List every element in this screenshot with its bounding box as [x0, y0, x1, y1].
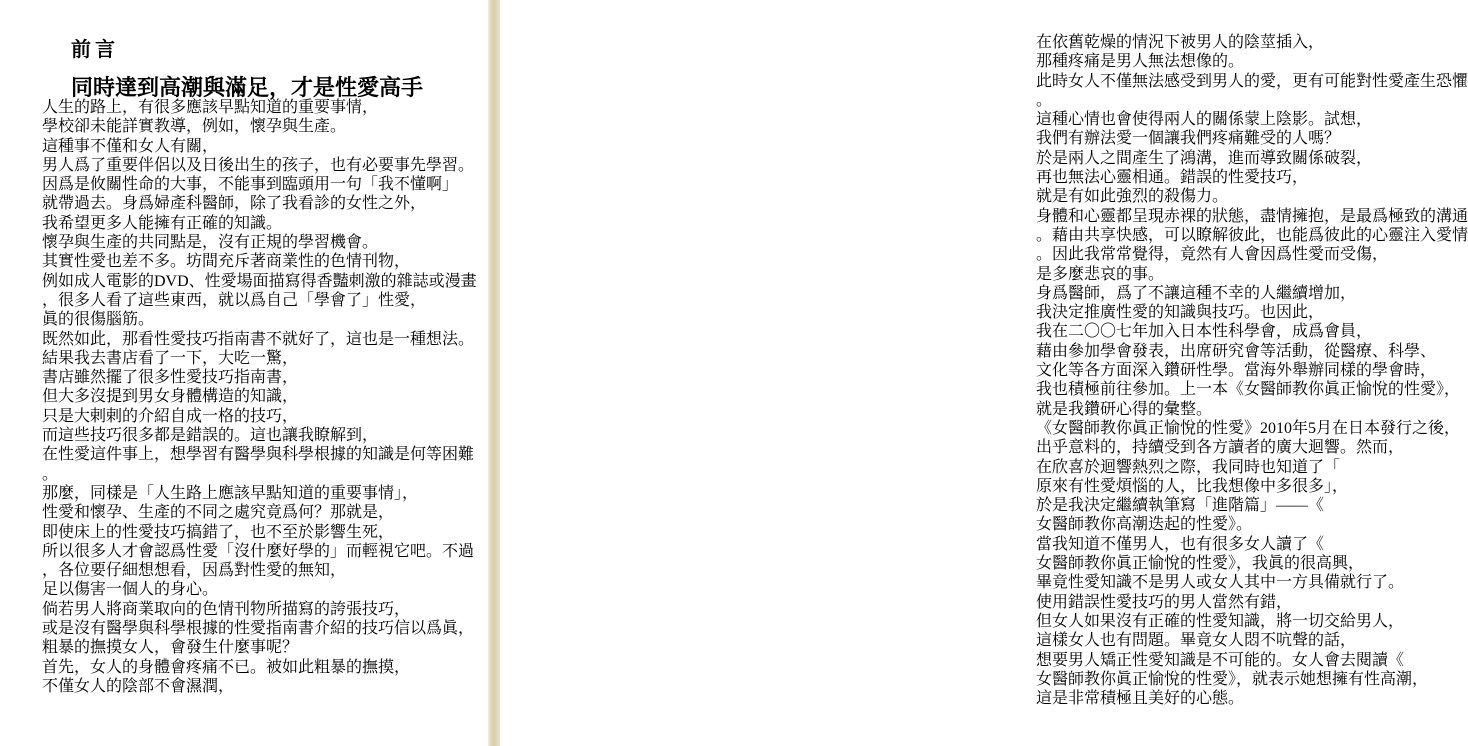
text-line: 只是大剌剌的介紹自成一格的技巧， — [42, 407, 299, 425]
text-line: 書店雖然擺了很多性愛技巧指南書， — [42, 369, 299, 387]
text-line: 當我知道不僅男人，也有很多女人讀了《 — [1036, 535, 1325, 553]
text-line: 在性愛這件事上，想學習有醫學與科學根據的知識是何等困難 — [42, 446, 475, 464]
text-line: 藉由參加學會發表，出席研究會等活動，從醫療、科學、 — [1036, 342, 1437, 360]
text-line: 我也積極前往參加。上一本《女醫師教你眞正愉悅的性愛》， — [1036, 381, 1461, 399]
text-line: 其實性愛也差不多。坊間充斥著商業性的色情刊物， — [42, 253, 411, 271]
text-line: 身體和心靈都呈現赤裸的狀態，盡情擁抱，是最爲極致的溝通 — [1036, 207, 1468, 225]
text-line: 倘若男人將商業取向的色情刊物所描寫的誇張技巧， — [42, 600, 411, 618]
text-line: 。藉由共享快感，可以瞭解彼此，也能爲彼此的心靈注入愛情 — [1036, 226, 1468, 244]
text-line: 我決定推廣性愛的知識與技巧。也因此， — [1036, 304, 1325, 322]
text-line: 就是有如此強烈的殺傷力。 — [1036, 188, 1229, 206]
text-line: 男人爲了重要伴侶以及日後出生的孩子，也有必要事先學習。 — [42, 156, 475, 174]
text-line: 所以很多人才會認爲性愛「沒什麼好學的」而輕視它吧。不過 — [42, 542, 475, 560]
text-line: 《女醫師教你眞正愉悅的性愛》2010年5月在日本發行之後， — [1036, 419, 1461, 437]
text-line: 。因此我常常覺得，竟然有人會因爲性愛而受傷， — [1036, 246, 1389, 264]
text-line: 於是我決定繼續執筆寫「進階篇」——《 — [1036, 497, 1325, 515]
text-line: 學校卻未能詳實教導，例如，懷孕與生產。 — [42, 118, 347, 136]
text-line: 身爲醫師，爲了不讓這種不幸的人繼續增加， — [1036, 284, 1357, 302]
text-line: 那種疼痛是男人無法想像的。 — [1036, 53, 1245, 71]
text-line: 這種事不僅和女人有關， — [42, 137, 219, 155]
text-line: 或是沒有醫學與科學根據的性愛指南書介紹的技巧信以爲眞， — [42, 620, 475, 638]
text-line: 就是我鑽研心得的彙整。 — [1036, 400, 1213, 418]
page-gutter — [488, 0, 500, 746]
text-line: 想要男人矯正性愛知識是不可能的。女人會去閱讀《 — [1036, 651, 1405, 669]
text-line: 懷孕與生產的共同點是，沒有正規的學習機會。 — [42, 234, 379, 252]
text-line: 是多麼悲哀的事。 — [1036, 265, 1165, 283]
text-line: 在欣喜於迴響熱烈之際，我同時也知道了「 — [1036, 458, 1341, 476]
text-line: 。 — [42, 465, 59, 483]
text-line: 例如成人電影的DVD、性愛場面描寫得香豔刺激的雜誌或漫畫 — [42, 272, 477, 290]
text-line: 使用錯誤性愛技巧的男人當然有錯， — [1036, 593, 1293, 611]
text-line: 原來有性愛煩惱的人，比我想像中多很多」， — [1036, 477, 1349, 495]
text-line: 於是兩人之間產生了鴻溝，進而導致關係破裂， — [1036, 149, 1373, 167]
text-line: 但女人如果沒有正確的性愛知識，將一切交給男人， — [1036, 612, 1405, 630]
text-line: 首先，女人的身體會疼痛不已。被如此粗暴的撫摸， — [42, 658, 411, 676]
text-line: 粗暴的撫摸女人，會發生什麼事呢？ — [42, 639, 299, 657]
text-line: 此時女人不僅無法感受到男人的愛，更有可能對性愛產生恐懼 — [1036, 72, 1468, 90]
text-line: 即使床上的性愛技巧搞錯了，也不至於影響生死， — [42, 523, 395, 541]
text-line: 女醫師教你高潮迭起的性愛》。 — [1036, 516, 1253, 534]
text-line: 因爲是攸關性命的大事，不能事到臨頭用一句「我不懂啊」 — [42, 176, 459, 194]
text-line: 出乎意料的，持續受到各方讀者的廣大迴響。然而， — [1036, 439, 1405, 457]
text-line: ，很多人看了這些東西，就以爲自己「學會了」性愛， — [42, 291, 427, 309]
text-line: 女醫師教你眞正愉悅的性愛》，就表示她想擁有性高潮， — [1036, 670, 1429, 688]
preface-heading: 前言 — [71, 39, 119, 61]
text-line: 那麼，同樣是「人生路上應該早點知道的重要事情」， — [42, 484, 419, 502]
text-line: 結果我去書店看了一下，大吃一驚， — [42, 349, 299, 367]
text-line: 我在二〇〇七年加入日本性科學會，成爲會員， — [1036, 323, 1373, 341]
text-line: 眞的很傷腦筋。 — [42, 311, 155, 329]
text-line: 這樣女人也有問題。畢竟女人悶不吭聲的話， — [1036, 632, 1357, 650]
text-line: 畢竟性愛知識不是男人或女人其中一方具備就行了。 — [1036, 574, 1405, 592]
text-line: 但大多沒提到男女身體構造的知識， — [42, 388, 299, 406]
text-line: 人生的路上，有很多應該早點知道的重要事情， — [42, 99, 379, 116]
text-line: 就帶過去。身爲婦產科醫師，除了我看診的女性之外， — [42, 195, 427, 213]
text-line: 這種心情也會使得兩人的關係蒙上陰影。試想， — [1036, 111, 1373, 129]
text-line: 這是非常積極且美好的心態。 — [1036, 690, 1245, 708]
text-line: 再也無法心靈相通。錯誤的性愛技巧， — [1036, 169, 1309, 187]
text-line: 我希望更多人能擁有正確的知識。 — [42, 214, 283, 232]
text-line: 女醫師教你眞正愉悅的性愛》，我眞的很高興， — [1036, 555, 1365, 573]
text-line: ，各位要仔細想想看，因爲對性愛的無知， — [42, 562, 347, 580]
text-line: 足以傷害一個人的身心。 — [42, 581, 219, 599]
text-line: 。 — [1036, 91, 1053, 109]
text-line: 而這些技巧很多都是錯誤的。這也讓我瞭解到， — [42, 427, 379, 445]
left-page-text — [42, 98, 477, 696]
right-page-text — [1036, 33, 1468, 708]
text-line: 文化等各方面深入鑽研性學。當海外舉辦同樣的學會時， — [1036, 362, 1437, 380]
text-line: 既然如此，那看性愛技巧指南書不就好了，這也是一種想法。 — [42, 330, 475, 348]
text-line: 在依舊乾燥的情況下被男人的陰莖插入， — [1036, 34, 1325, 51]
text-line: 不僅女人的陰部不會濕潤， — [42, 677, 235, 695]
text-line: 性愛和懷孕、生產的不同之處究竟爲何？那就是， — [42, 504, 395, 522]
left-page — [0, 0, 488, 746]
chapter-title: 同時達到高潮與滿足，才是性愛高手 — [71, 75, 424, 100]
right-page — [500, 0, 1468, 746]
text-line: 我們有辦法愛一個讓我們疼痛難受的人嗎？ — [1036, 130, 1341, 148]
